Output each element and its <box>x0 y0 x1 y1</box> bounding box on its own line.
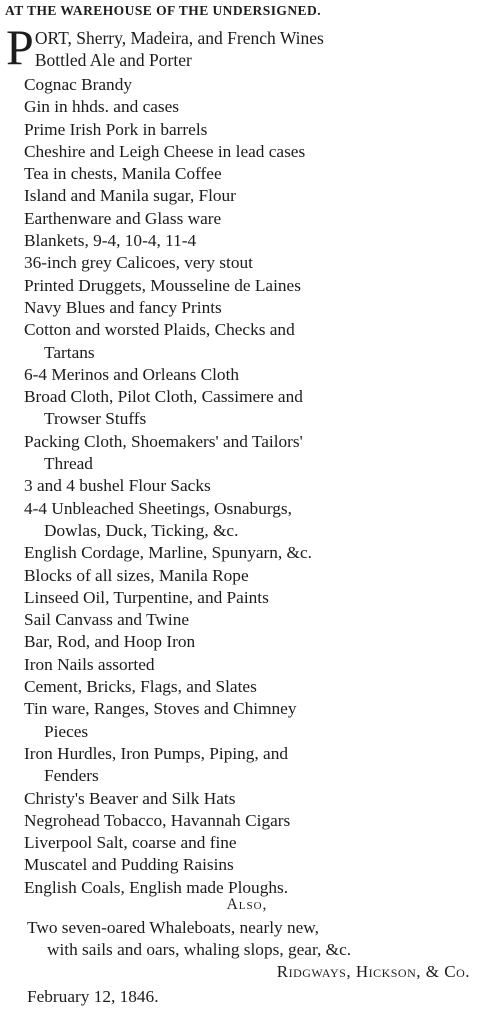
goods-item-text: Cotton and worsted Plaids, Checks and <box>24 320 295 340</box>
goods-list-item <box>24 810 482 832</box>
whaleboats-line2: with sails and oars, whaling slops, gear, &c. <box>47 940 352 960</box>
goods-list-item <box>24 275 482 297</box>
goods-item-text: Cement, Bricks, Flags, and Slates <box>24 677 257 697</box>
goods-item-text: Earthenware and Glass ware <box>24 208 222 228</box>
goods-item-text: Bar, Rod, and Hoop Iron <box>24 632 196 652</box>
goods-list-item <box>24 431 482 476</box>
goods-list-item <box>24 252 482 274</box>
goods-item-text: Blankets, 9-4, 10-4, 11-4 <box>24 231 197 251</box>
goods-item-text: 6-4 Merinos and Orleans Cloth <box>24 364 240 384</box>
first-entry <box>6 19 482 75</box>
goods-list-item <box>24 854 482 876</box>
goods-list-item <box>24 698 482 743</box>
also-label: Also, <box>226 896 268 913</box>
whaleboats-entry <box>27 917 482 962</box>
goods-list-item <box>24 96 482 118</box>
goods-list-item <box>24 119 482 141</box>
goods-item-text: Iron Hurdles, Iron Pumps, Piping, and <box>24 743 289 763</box>
goods-list-item <box>24 297 482 319</box>
first-entry-line1: ORT, Sherry, Madeira, and French Wines <box>34 28 324 48</box>
goods-item-continuation: Dowlas, Duck, Ticking, &c. <box>44 520 239 540</box>
goods-list-item <box>24 788 482 810</box>
publication-date: February 12, 1846. <box>27 987 159 1006</box>
goods-item-text: Packing Cloth, Shoemakers' and Tailors' <box>24 431 303 451</box>
goods-item-text: Liverpool Salt, coarse and fine <box>24 833 237 853</box>
goods-list-item <box>24 386 482 431</box>
goods-item-text: Blocks of all sizes, Manila Rope <box>24 565 249 585</box>
goods-list-item <box>24 475 482 497</box>
goods-list-item <box>24 565 482 587</box>
goods-list-item <box>24 319 482 364</box>
goods-list-item <box>24 74 482 96</box>
goods-item-continuation: Tartans <box>44 342 95 362</box>
goods-item-text: Tin ware, Ranges, Stoves and Chimney <box>24 699 297 719</box>
goods-item-text: Broad Cloth, Pilot Cloth, Cassimere and <box>24 387 303 407</box>
goods-item-text: English Coals, English made Ploughs. <box>24 877 289 897</box>
goods-item-text: Christy's Beaver and Silk Hats <box>24 788 236 808</box>
goods-list-item <box>24 832 482 854</box>
goods-item-text: Cheshire and Leigh Cheese in lead cases <box>24 141 306 161</box>
goods-item-text: 4-4 Unbleached Sheetings, Osnaburgs, <box>24 498 292 518</box>
page-heading: AT THE WAREHOUSE OF THE UNDERSIGNED. <box>5 3 322 18</box>
goods-item-text: Iron Nails assorted <box>24 654 155 674</box>
goods-list-item <box>24 654 482 676</box>
goods-item-continuation: Fenders <box>44 766 99 786</box>
goods-list-item <box>24 208 482 230</box>
goods-item-text: Island and Manila sugar, Flour <box>24 186 236 206</box>
goods-item-text: 36-inch grey Calicoes, very stout <box>24 253 253 273</box>
goods-list-item <box>24 676 482 698</box>
goods-item-text: Prime Irish Pork in barrels <box>24 119 208 139</box>
goods-item-continuation: Thread <box>44 454 93 474</box>
goods-list-item <box>24 542 482 564</box>
goods-item-text: Muscatel and Pudding Raisins <box>24 855 234 875</box>
goods-item-text: Negrohead Tobacco, Havannah Cigars <box>24 810 291 830</box>
goods-list <box>24 74 482 899</box>
goods-list-item <box>24 163 482 185</box>
goods-list-item <box>24 587 482 609</box>
goods-list-item <box>24 743 482 788</box>
goods-list-item <box>24 185 482 207</box>
goods-item-text: Tea in chests, Manila Coffee <box>24 164 222 184</box>
whaleboats-line1: Two seven-oared Whaleboats, nearly new, <box>27 918 319 937</box>
drop-cap: P <box>6 19 34 75</box>
goods-item-text: Navy Blues and fancy Prints <box>24 297 222 317</box>
goods-list-item <box>24 631 482 653</box>
goods-item-text: Linseed Oil, Turpentine, and Paints <box>24 587 269 607</box>
goods-list-item <box>24 230 482 252</box>
goods-list-item <box>24 498 482 543</box>
goods-list-item <box>24 609 482 631</box>
first-entry-line2: Bottled Ale and Porter <box>34 50 192 70</box>
goods-item-text: 3 and 4 bushel Flour Sacks <box>24 476 211 496</box>
goods-item-text: Sail Canvass and Twine <box>24 610 190 630</box>
goods-item-text: Cognac Brandy <box>24 75 132 94</box>
goods-item-continuation: Pieces <box>44 721 89 741</box>
goods-item-text: Gin in hhds. and cases <box>24 97 180 117</box>
goods-item-text: Printed Druggets, Mousseline de Laines <box>24 275 301 295</box>
goods-item-text: English Cordage, Marline, Spunyarn, &c. <box>24 543 312 563</box>
goods-list-item <box>24 141 482 163</box>
goods-list-item <box>24 364 482 386</box>
goods-item-continuation: Trowser Stuffs <box>44 409 147 429</box>
merchant-signature: Ridgways, Hickson, & Co. <box>276 962 470 981</box>
